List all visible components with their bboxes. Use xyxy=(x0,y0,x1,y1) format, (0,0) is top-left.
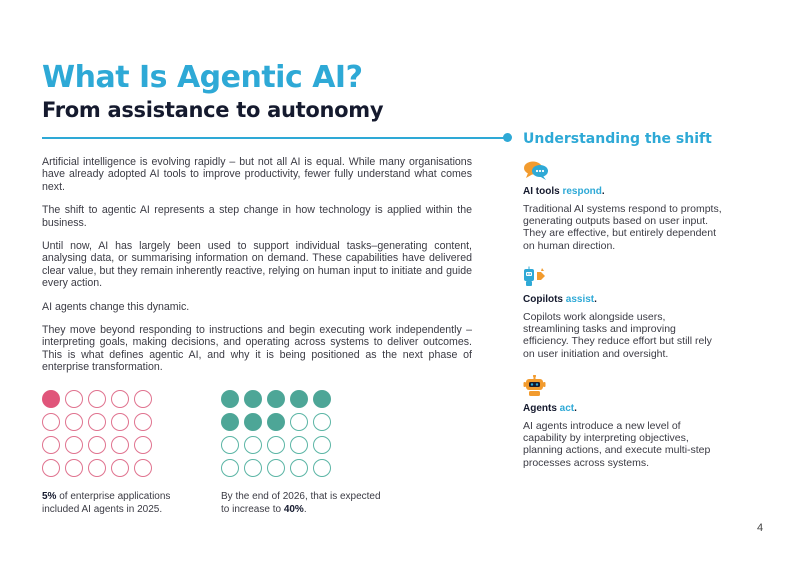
empty-dot xyxy=(111,413,129,431)
filled-dot xyxy=(290,390,308,408)
chat-bubbles-icon xyxy=(523,160,549,182)
empty-dot xyxy=(88,413,106,431)
divider-dot xyxy=(503,133,512,142)
empty-dot xyxy=(88,459,106,477)
paragraph: They move beyond responding to instructions and begin executing work independently – interpreting goals, making decisions, and operating across systems to deliver outcomes. This is what defines agentic AI, and why it is being positioned as the next phase of enterprise transformation. xyxy=(42,324,472,374)
filled-dot xyxy=(244,413,262,431)
robot-icon xyxy=(523,375,549,397)
filled-dot xyxy=(42,390,60,408)
filled-dot xyxy=(221,413,239,431)
empty-dot xyxy=(221,459,239,477)
empty-dot xyxy=(290,459,308,477)
empty-dot xyxy=(267,436,285,454)
empty-dot xyxy=(65,436,83,454)
filled-dot xyxy=(267,390,285,408)
stat-2026-caption xyxy=(221,491,381,516)
adoption-2025-dot-grid xyxy=(42,390,152,477)
stat-2025-value: 5% xyxy=(42,491,57,502)
filled-dot xyxy=(267,413,285,431)
paragraph: Until now, AI has largely been used to support individual tasks–generating content, analysing data, or summarising information on demand. These capabilities have delivered clear value, but they remain inherently reactive, relying on human input to initiate and guide every action. xyxy=(42,240,472,290)
copilots-title: Copilots assist. xyxy=(523,294,597,305)
stat-2025-caption xyxy=(42,491,202,516)
stat-2025-text: of enterprise applications included AI agents in 2025. xyxy=(42,491,171,515)
paragraph: AI agents change this dynamic. xyxy=(42,300,190,313)
copilot-icon xyxy=(523,266,549,288)
empty-dot xyxy=(134,413,152,431)
filled-dot xyxy=(221,390,239,408)
empty-dot xyxy=(111,390,129,408)
page-number: 4 xyxy=(757,522,764,534)
empty-dot xyxy=(42,436,60,454)
empty-dot xyxy=(111,459,129,477)
stat-2026-prefix: By the end of 2026, that is expected to increase to xyxy=(221,491,381,515)
filled-dot xyxy=(244,390,262,408)
sidebar-heading: Understanding the shift xyxy=(523,131,712,147)
empty-dot xyxy=(221,436,239,454)
empty-dot xyxy=(244,459,262,477)
empty-dot xyxy=(313,413,331,431)
empty-dot xyxy=(134,436,152,454)
stat-2026-value: 40% xyxy=(283,503,304,515)
empty-dot xyxy=(313,459,331,477)
empty-dot xyxy=(65,413,83,431)
paragraph: Artificial intelligence is evolving rapidly – but not all AI is equal. While many organisations have already adopted AI tools to improve productivity, fewer fully understand what comes next. xyxy=(42,156,472,193)
empty-dot xyxy=(42,459,60,477)
empty-dot xyxy=(88,436,106,454)
ai-tools-title: AI tools respond. xyxy=(523,186,605,197)
empty-dot xyxy=(290,413,308,431)
empty-dot xyxy=(65,459,83,477)
page-subtitle: From assistance to autonomy xyxy=(42,98,384,122)
empty-dot xyxy=(42,413,60,431)
empty-dot xyxy=(267,459,285,477)
ai-tools-description: Traditional AI systems respond to prompts, generating outputs based on user input. They are effective, but entirely dependent on human direction. xyxy=(523,203,722,252)
intro-text xyxy=(42,156,472,385)
header-divider xyxy=(42,137,507,139)
filled-dot xyxy=(313,390,331,408)
empty-dot xyxy=(88,390,106,408)
empty-dot xyxy=(134,459,152,477)
page-title: What Is Agentic AI? xyxy=(42,60,363,95)
agents-description: AI agents introduce a new level of capability by interpreting objectives, planning actions, and execute multi-step processes across systems. xyxy=(523,420,711,469)
agents-title: Agents act. xyxy=(523,403,577,414)
paragraph: The shift to agentic AI represents a step change in how technology is applied within the business. xyxy=(42,204,472,229)
empty-dot xyxy=(134,390,152,408)
empty-dot xyxy=(111,436,129,454)
copilots-description: Copilots work alongside users, streamlining tasks and improving efficiency. They reduce effort but still rely on user initiation and oversight. xyxy=(523,311,712,360)
empty-dot xyxy=(65,390,83,408)
stat-2026-suffix: . xyxy=(303,503,307,515)
empty-dot xyxy=(290,436,308,454)
empty-dot xyxy=(244,436,262,454)
empty-dot xyxy=(313,436,331,454)
adoption-2026-dot-grid xyxy=(221,390,331,477)
